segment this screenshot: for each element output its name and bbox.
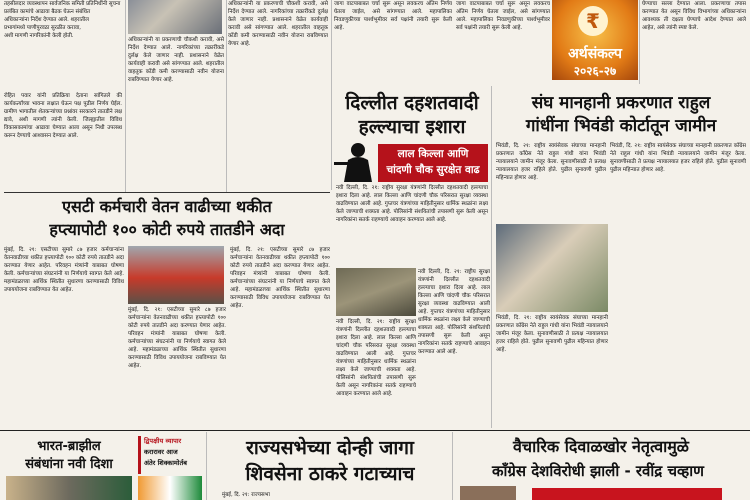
rahul-article-body: भिवंडी, दि. २१: राष्ट्रीय स्वयंसेवक संघाच्या मानहानी प्रकरणात काँग्रेस नेते राहुल गांधी यांना भिवंडी न्यायालयाने जामीन मंजूर केला. सुनावणीसाठी ते प्रत्यक्ष न्यायालयात हजर राहिले होते. पुढील सुनावणी पुढील महिन्यात होणार आहे. [496, 143, 606, 181]
rajya-sabha-headline-line1: राज्यसभेच्या दोन्ही जागा [246, 437, 414, 459]
trade-tag [138, 436, 206, 474]
left-column-article: रोहित पवार यांनी प्रतिक्रिया देताना सांगितले की कार्यकर्त्यांच्या भावना लक्षात घेऊन पक्ष पुढील निर्णय घेईल. ग्रामीण भागातील शेतकऱ्यांच्या प्रश्नांवर सरकारने तातडीने लक्ष द्यावे, अशी मागणी त्यांनी केली. जिल्ह्यातील विविध विकासकामांचा आढावा घेण्यात आला असून निधी उपलब्ध करून देण्याचे आश्वासन देण्यात आले. [4, 93, 122, 139]
delhi-headline-line2: हल्ल्याचा इशारा [358, 116, 466, 138]
delhi-article-body-3: नवी दिल्ली, दि. २१: राष्ट्रीय सुरक्षा यंत्रणांनी दिल्लीत दहशतवादी हल्ल्याचा इशारा दिला आहे. लाल किल्ला आणि चांदणी चौक परिसरात सुरक्षा व्यवस्था वाढविण्यात आली आहे. गुप्तचर यंत्रणांच्या माहितीनुसार धार्मिक स्थळांना लक्ष्य केले जाण्याची शक्यता आहे. पोलिसांनी संशयितांची तपासणी सुरू केली असून नागरिकांना सतर्क राहण्याचे आवाहन करण्यात आले आहे. [336, 319, 416, 397]
rahul-article-body-3: भिवंडी, दि. २१: राष्ट्रीय स्वयंसेवक संघाच्या मानहानी प्रकरणात काँग्रेस नेते राहुल गांधी यांना भिवंडी न्यायालयाने जामीन मंजूर केला. सुनावणीसाठी ते प्रत्यक्ष न्यायालयात हजर राहिले होते. पुढील सुनावणी पुढील महिन्यात होणार आहे. [496, 315, 608, 353]
column-divider [226, 0, 227, 192]
red-banner-line2: चांदणी चौक सुरक्षेत वाढ [386, 164, 480, 176]
photo-leaders [6, 476, 132, 500]
top-center-article-2: जागा वाटपाबाबत चर्चा सुरू असून लवकरच अंतिम निर्णय घेतला जाईल, असे सांगण्यात आले. महापालिका निवडणुकीच्या पार्श्वभूमीवर सर्व पक्षांनी तयारी सुरू केली आहे. [456, 1, 550, 31]
column-snippet: अधिकाऱ्यांनी या प्रकरणाची चौकशी करावी, असे निर्देश देण्यात आले. नागरिकांच्या तक्रारींकडे दुर्लक्ष केले जाणार नाही. प्रशासनाने वेळेत कार्यवाही करावी असे सांगण्यात आले. शहरातील वाहतूक कोंडी कमी करण्यासाठी नवीन योजना राबविण्यात येणार आहे. [228, 1, 328, 47]
top-center-article: जागा वाटपाबाबत चर्चा सुरू असून लवकरच अंतिम निर्णय घेतला जाईल, असे सांगण्यात आले. महापालिका निवडणुकीच्या पार्श्वभूमीवर सर्व पक्षांनी तयारी सुरू केली आहे. [334, 1, 452, 31]
red-banner-line1: लाल किल्ला आणि [397, 148, 469, 160]
snippet-line: प्रलंबित कामांचे आढावा बैठक घेऊन संबंधित [4, 9, 91, 15]
rajya-sabha-headline-line2: शिवसेना ठाकरे गटाच्याच [245, 463, 415, 485]
rupee-icon: ₹ [578, 6, 608, 36]
far-right-article: घेण्याचा सल्ला देण्यात आला. प्रकरणाचा तपास करण्यात येत असून विविध विभागांच्या अधिकाऱ्यांना आवश्यक ती दक्षता घेण्याचे आदेश देण्यात आले आहेत, असे त्यांनी स्पष्ट केले. [642, 1, 746, 31]
st-article-body-3: मुंबई, दि. २१: एसटीच्या सुमारे ८७ हजार कर्मचाऱ्यांना वेतनवाढीच्या थकीत हप्त्यापोटी १०० कोटी रुपये तातडीने अदा करण्यात येणार आहेत. परिवहन मंत्र्यांनी याबाबत घोषणा केली. कर्मचाऱ्यांच्या संघटनांनी या निर्णयाचे स्वागत केले आहे. महामंडळाच्या आर्थिक स्थितीत सुधारणा करण्यासाठी विविध उपाययोजना राबविण्यात येत आहेत. [230, 247, 330, 309]
bottom-divider [0, 430, 750, 431]
photo-rahul-gandhi [496, 224, 608, 312]
column-divider [125, 0, 126, 192]
terrorist-silhouette-icon [332, 140, 378, 182]
delhi-red-banner [378, 144, 488, 182]
st-headline-line1: एसटी कर्मचारी वेतन वाढीच्या थकीत [62, 197, 272, 216]
column-divider [206, 432, 207, 500]
budget-year: २०२६-२७ [573, 64, 617, 78]
photo-security-forces [336, 268, 416, 316]
india-brazil-headline-line1: भारत-ब्राझील [37, 439, 101, 454]
delhi-headline-line1: दिल्लीत दहशतवादी [345, 92, 479, 114]
budget-badge [552, 0, 638, 80]
photo-ravindra-chavan [460, 486, 516, 500]
trade-tag-line1: द्विपक्षीय व्यापार [144, 437, 182, 445]
column-divider [491, 86, 492, 428]
delhi-article-body-2: नवी दिल्ली, दि. २१: राष्ट्रीय सुरक्षा यंत्रणांनी दिल्लीत दहशतवादी हल्ल्याचा इशारा दिला आहे. लाल किल्ला आणि चांदणी चौक परिसरात सुरक्षा व्यवस्था वाढविण्यात आली आहे. गुप्तचर यंत्रणांच्या माहितीनुसार धार्मिक स्थळांना लक्ष्य केले जाण्याची शक्यता आहे. पोलिसांनी संशयितांची तपासणी सुरू केली असून नागरिकांना सतर्क राहण्याचे आवाहन करण्यात आले आहे. [418, 269, 490, 355]
rajya-sabha-dateline: मुंबई, दि. २१: राज्यसभा [222, 492, 270, 498]
photo-st-bus-depot [128, 246, 224, 304]
st-headline-line2: हप्त्यापोटी १०० कोटी रुपये तातडीने अदा [49, 220, 285, 239]
red-strip [532, 488, 722, 500]
middle-column-article: अधिकाऱ्यांनी या प्रकरणाची चौकशी करावी, असे निर्देश देण्यात आले. नागरिकांच्या तक्रारींकडे दुर्लक्ष केले जाणार नाही. प्रशासनाने वेळेत कार्यवाही करावी असे सांगण्यात आले. शहरातील वाहतूक कोंडी कमी करण्यासाठी नवीन योजना राबविण्यात येणार आहे. [128, 37, 224, 83]
top-left-snippet [4, 0, 124, 86]
photo-flags [138, 476, 202, 500]
section-divider [4, 192, 330, 193]
st-article-body-2: मुंबई, दि. २१: एसटीच्या सुमारे ८७ हजार कर्मचाऱ्यांना वेतनवाढीच्या थकीत हप्त्यापोटी १०० कोटी रुपये तातडीने अदा करण्यात येणार आहेत. परिवहन मंत्र्यांनी याबाबत घोषणा केली. कर्मचाऱ्यांच्या संघटनांनी या निर्णयाचे स्वागत केले आहे. महामंडळाच्या आर्थिक स्थितीत सुधारणा करण्यासाठी विविध उपाययोजना राबविण्यात येत आहेत. [128, 307, 226, 369]
st-article-body: मुंबई, दि. २१: एसटीच्या सुमारे ८७ हजार कर्मचाऱ्यांना वेतनवाढीच्या थकीत हप्त्यापोटी १०० कोटी रुपये तातडीने अदा करण्यात येणार आहेत. परिवहन मंत्र्यांनी याबाबत घोषणा केली. कर्मचाऱ्यांच्या संघटनांनी या निर्णयाचे स्वागत केले आहे. महामंडळाच्या आर्थिक स्थितीत सुधारणा करण्यासाठी विविध उपाययोजना राबविण्यात येत आहेत. [4, 247, 124, 293]
snippet-line: प्रभागांमध्ये पाणीपुरवठा सुरळीत करावा, [4, 25, 82, 31]
chavan-headline-line2: काँग्रेस देशविरोधी झाली - रवींद्र चव्हाण [491, 462, 705, 480]
column-divider [639, 0, 640, 84]
chavan-headline-line1: वैचारिक दिवाळखोर नेतृत्वामुळे [513, 437, 689, 456]
snippet-line: अशी मागणी नागरिकांनी केली होती. [4, 33, 74, 39]
snippet-line: अधिकाऱ्यांना निर्देश देण्यात आले. शहरातील [4, 17, 89, 23]
trade-tag-line3: अंतेर शिक्कामोर्तब [144, 459, 187, 467]
budget-title: अर्थसंकल्प [568, 46, 622, 62]
india-brazil-headline-line2: संबंधांना नवी दिशा [25, 457, 113, 472]
photo-politician [128, 0, 222, 34]
snippet-line: तहसीलदार व्यवस्थापन सार्वजनिक समिती प्रतिनिधींनी सूचना [4, 1, 121, 7]
rahul-headline-line2: गांधींना भिवंडी कोर्टातून जामीन [525, 116, 717, 136]
trade-tag-line2: करारावर आज [144, 448, 178, 456]
delhi-article-body: नवी दिल्ली, दि. २१: राष्ट्रीय सुरक्षा यंत्रणांनी दिल्लीत दहशतवादी हल्ल्याचा इशारा दिला आहे. लाल किल्ला आणि चांदणी चौक परिसरात सुरक्षा व्यवस्था वाढविण्यात आली आहे. गुप्तचर यंत्रणांच्या माहितीनुसार धार्मिक स्थळांना लक्ष्य केले जाण्याची शक्यता आहे. पोलिसांनी संशयितांची तपासणी सुरू केली असून नागरिकांना सतर्क राहण्याचे आवाहन करण्यात आले आहे. [336, 185, 488, 223]
rahul-headline-line1: संघ मानहानी प्रकरणात राहुल [531, 93, 711, 113]
rahul-article-body-2: भिवंडी, दि. २१: राष्ट्रीय स्वयंसेवक संघाच्या मानहानी प्रकरणात काँग्रेस नेते राहुल गांधी यांना भिवंडी न्यायालयाने जामीन मंजूर केला. सुनावणीसाठी ते प्रत्यक्ष न्यायालयात हजर राहिले होते. पुढील सुनावणी पुढील महिन्यात होणार आहे. [610, 143, 746, 173]
